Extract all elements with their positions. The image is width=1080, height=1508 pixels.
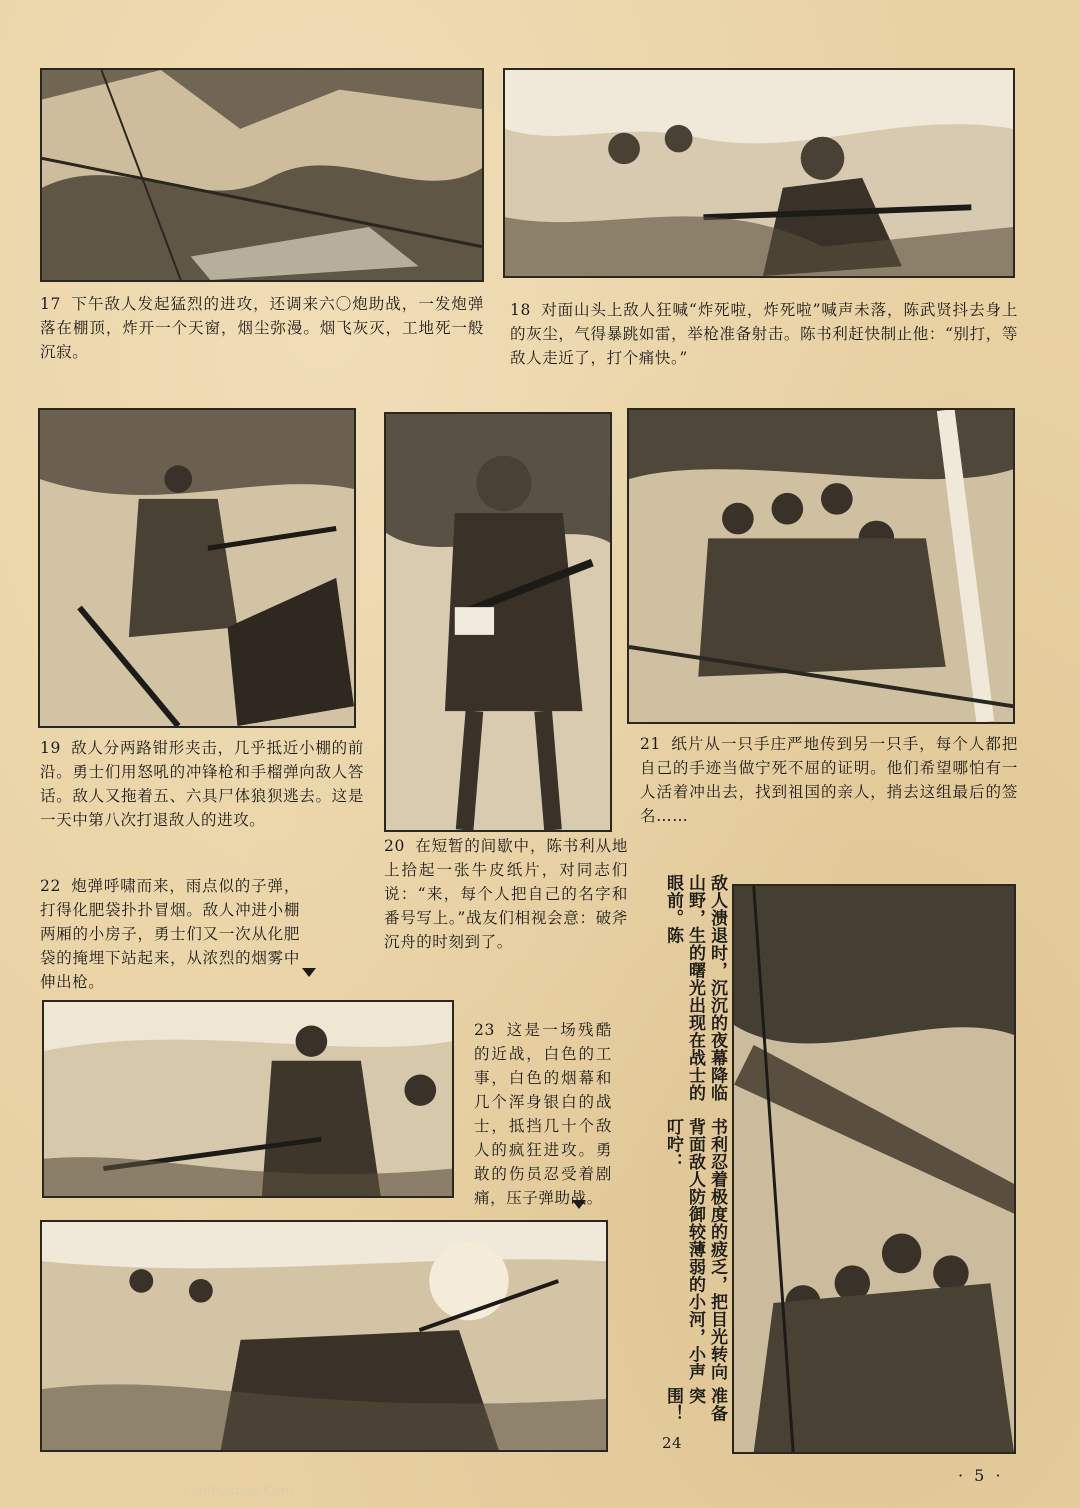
illustration-17 (40, 68, 484, 282)
caption-20-text: 在短暂的间歇中，陈书利从地上拾起一张牛皮纸片，对同志们说：“来，每个人把自己的名字和番号写上。”战友们相视会意：破斧沉舟的时刻到了。 (384, 837, 628, 951)
illustration-19 (38, 408, 356, 728)
caption-24-text-col3: 敌人溃退时，沉沉的夜幕降临山野，生的曙光出现在战士的眼前。陈 (663, 874, 727, 1102)
caption-21-text: 纸片从一只手庄严地传到另一只手，每个人都把自己的手迹当做宁死不屈的证明。他们希望哪怕有一人活着冲出去，找到祖国的亲人，捎去这组最后的签名…… (640, 735, 1018, 825)
caption-17 (40, 292, 484, 364)
arrow-down-icon (302, 968, 316, 977)
arrow-down-icon (572, 1200, 586, 1209)
caption-18 (510, 298, 1018, 370)
caption-23-number: 23 (474, 1021, 495, 1039)
illustration-18 (503, 68, 1015, 278)
caption-18-text: 对面山头上敌人狂喊“炸死啦，炸死啦”喊声未落，陈武贤抖去身上的灰尘，气得暴跳如雷，举枪准备射击。陈书利赶快制止他：“别打，等敌人走近了，打个痛快。” (510, 301, 1018, 367)
illustration-21 (627, 408, 1015, 724)
caption-19 (40, 736, 364, 832)
caption-24-text-col2: 书利忍着极度的疲乏，把目光转向背面敌人防御较薄弱的小河，小声叮咛： (663, 1118, 727, 1381)
caption-17-text: 下午敌人发起猛烈的进攻，还调来六〇炮助战，一发炮弹落在棚顶，炸开一个天窗，烟尘弥漫。烟飞灰灭，工地死一般沉寂。 (40, 295, 484, 361)
caption-17-number: 17 (40, 295, 61, 313)
caption-19-number: 19 (40, 739, 61, 757)
illustration-22 (42, 1000, 454, 1198)
illustration-24 (732, 884, 1016, 1454)
page-number: · 5 · (958, 1466, 1004, 1485)
caption-20 (384, 834, 628, 954)
caption-21 (640, 732, 1018, 828)
watermark: Lianhuabao.Com (184, 1484, 294, 1499)
caption-19-text: 敌人分两路钳形夹击，几乎抵近小棚的前沿。勇士们用怒吼的冲锋枪和手榴弹向敌人答话。敌人又拖着五、六具尸体狼狈逃去。这是一天中第八次打退敌人的进攻。 (40, 739, 364, 829)
caption-22-text: 炮弹呼啸而来，雨点似的子弹，打得化肥袋扑扑冒烟。敌人冲进小棚两厢的小房子，勇士们又一次从化肥袋的掩埋下站起来，从浓烈的烟雾中伸出枪。 (40, 877, 300, 991)
illustration-23 (40, 1220, 608, 1452)
caption-24-number: 24 (662, 1434, 683, 1452)
caption-22-number: 22 (40, 877, 61, 895)
caption-22 (40, 874, 300, 994)
illustration-20 (384, 412, 612, 832)
caption-18-number: 18 (510, 301, 531, 319)
caption-24 (662, 874, 728, 1454)
caption-23 (474, 1018, 612, 1210)
caption-20-number: 20 (384, 837, 405, 855)
caption-21-number: 21 (640, 735, 661, 753)
caption-23-text: 这是一场残酷的近战，白色的工事，白色的烟幕和几个浑身银白的战士，抵挡几十个敌人的疯狂进攻。勇敢的伤员忍受着剧痛，压子弹助战。 (474, 1021, 612, 1207)
caption-24-text-col1: 准备突围！ (663, 1387, 727, 1423)
